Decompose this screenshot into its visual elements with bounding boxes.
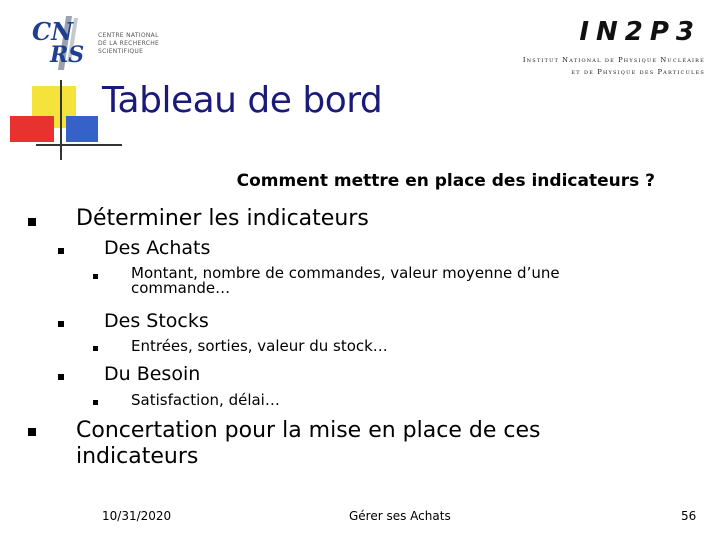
svg-text:IN2P3: IN2P3 (579, 18, 701, 44)
bullet-level2: Des Achats (104, 237, 211, 259)
bullet-marker (58, 248, 64, 254)
slide-subtitle: Comment mettre en place des indicateurs ? (236, 171, 655, 191)
svg-text:CN: CN (32, 17, 74, 46)
svg-text:RS: RS (50, 42, 85, 68)
cnrs-logo-text (98, 32, 159, 56)
cnrs-text-line: CENTRE NATIONAL (98, 32, 159, 39)
bullet-marker (28, 428, 36, 436)
in2p3-logo-line1: Institut National de Physique Nucléaire (522, 56, 705, 64)
cnrs-text-line: DE LA RECHERCHE (98, 40, 160, 47)
footer-page-number: 56 (681, 509, 697, 523)
slide-title: Tableau de bord (102, 80, 383, 121)
in2p3-logo-line2: et de Physique des Particules (571, 68, 705, 76)
bullet-level3: Entrées, sorties, valeur du stock… (131, 337, 388, 355)
decorative-horizontal-line (36, 144, 122, 146)
bullet-level1: Concertation pour la mise en place de ces indicateurs (76, 418, 541, 469)
cnrs-logo (28, 12, 178, 74)
decorative-blue-square (66, 116, 98, 142)
bullet-marker (93, 400, 98, 405)
bullet-level1: Déterminer les indicateurs (76, 206, 369, 231)
footer-date: 10/31/2020 (102, 509, 172, 523)
cnrs-text-line: SCIENTIFIQUE (98, 48, 144, 55)
in2p3-logo-mark (505, 18, 705, 51)
in2p3-logo (505, 18, 705, 80)
bullet-level2: Du Besoin (104, 363, 201, 385)
bullet-level3: Montant, nombre de commandes, valeur moyenne d’une commande… (131, 264, 560, 297)
bullet-marker (58, 321, 64, 327)
bullet-level3: Satisfaction, délai… (131, 391, 280, 409)
decorative-red-square (10, 116, 54, 142)
footer-title: Gérer ses Achats (349, 509, 451, 523)
bullet-marker (28, 218, 36, 226)
bullet-marker (58, 374, 64, 380)
bullet-level2: Des Stocks (104, 310, 209, 332)
cnrs-logo-mark (28, 12, 100, 74)
decorative-vertical-line (60, 80, 62, 160)
bullet-marker (93, 274, 98, 279)
bullet-marker (93, 346, 98, 351)
